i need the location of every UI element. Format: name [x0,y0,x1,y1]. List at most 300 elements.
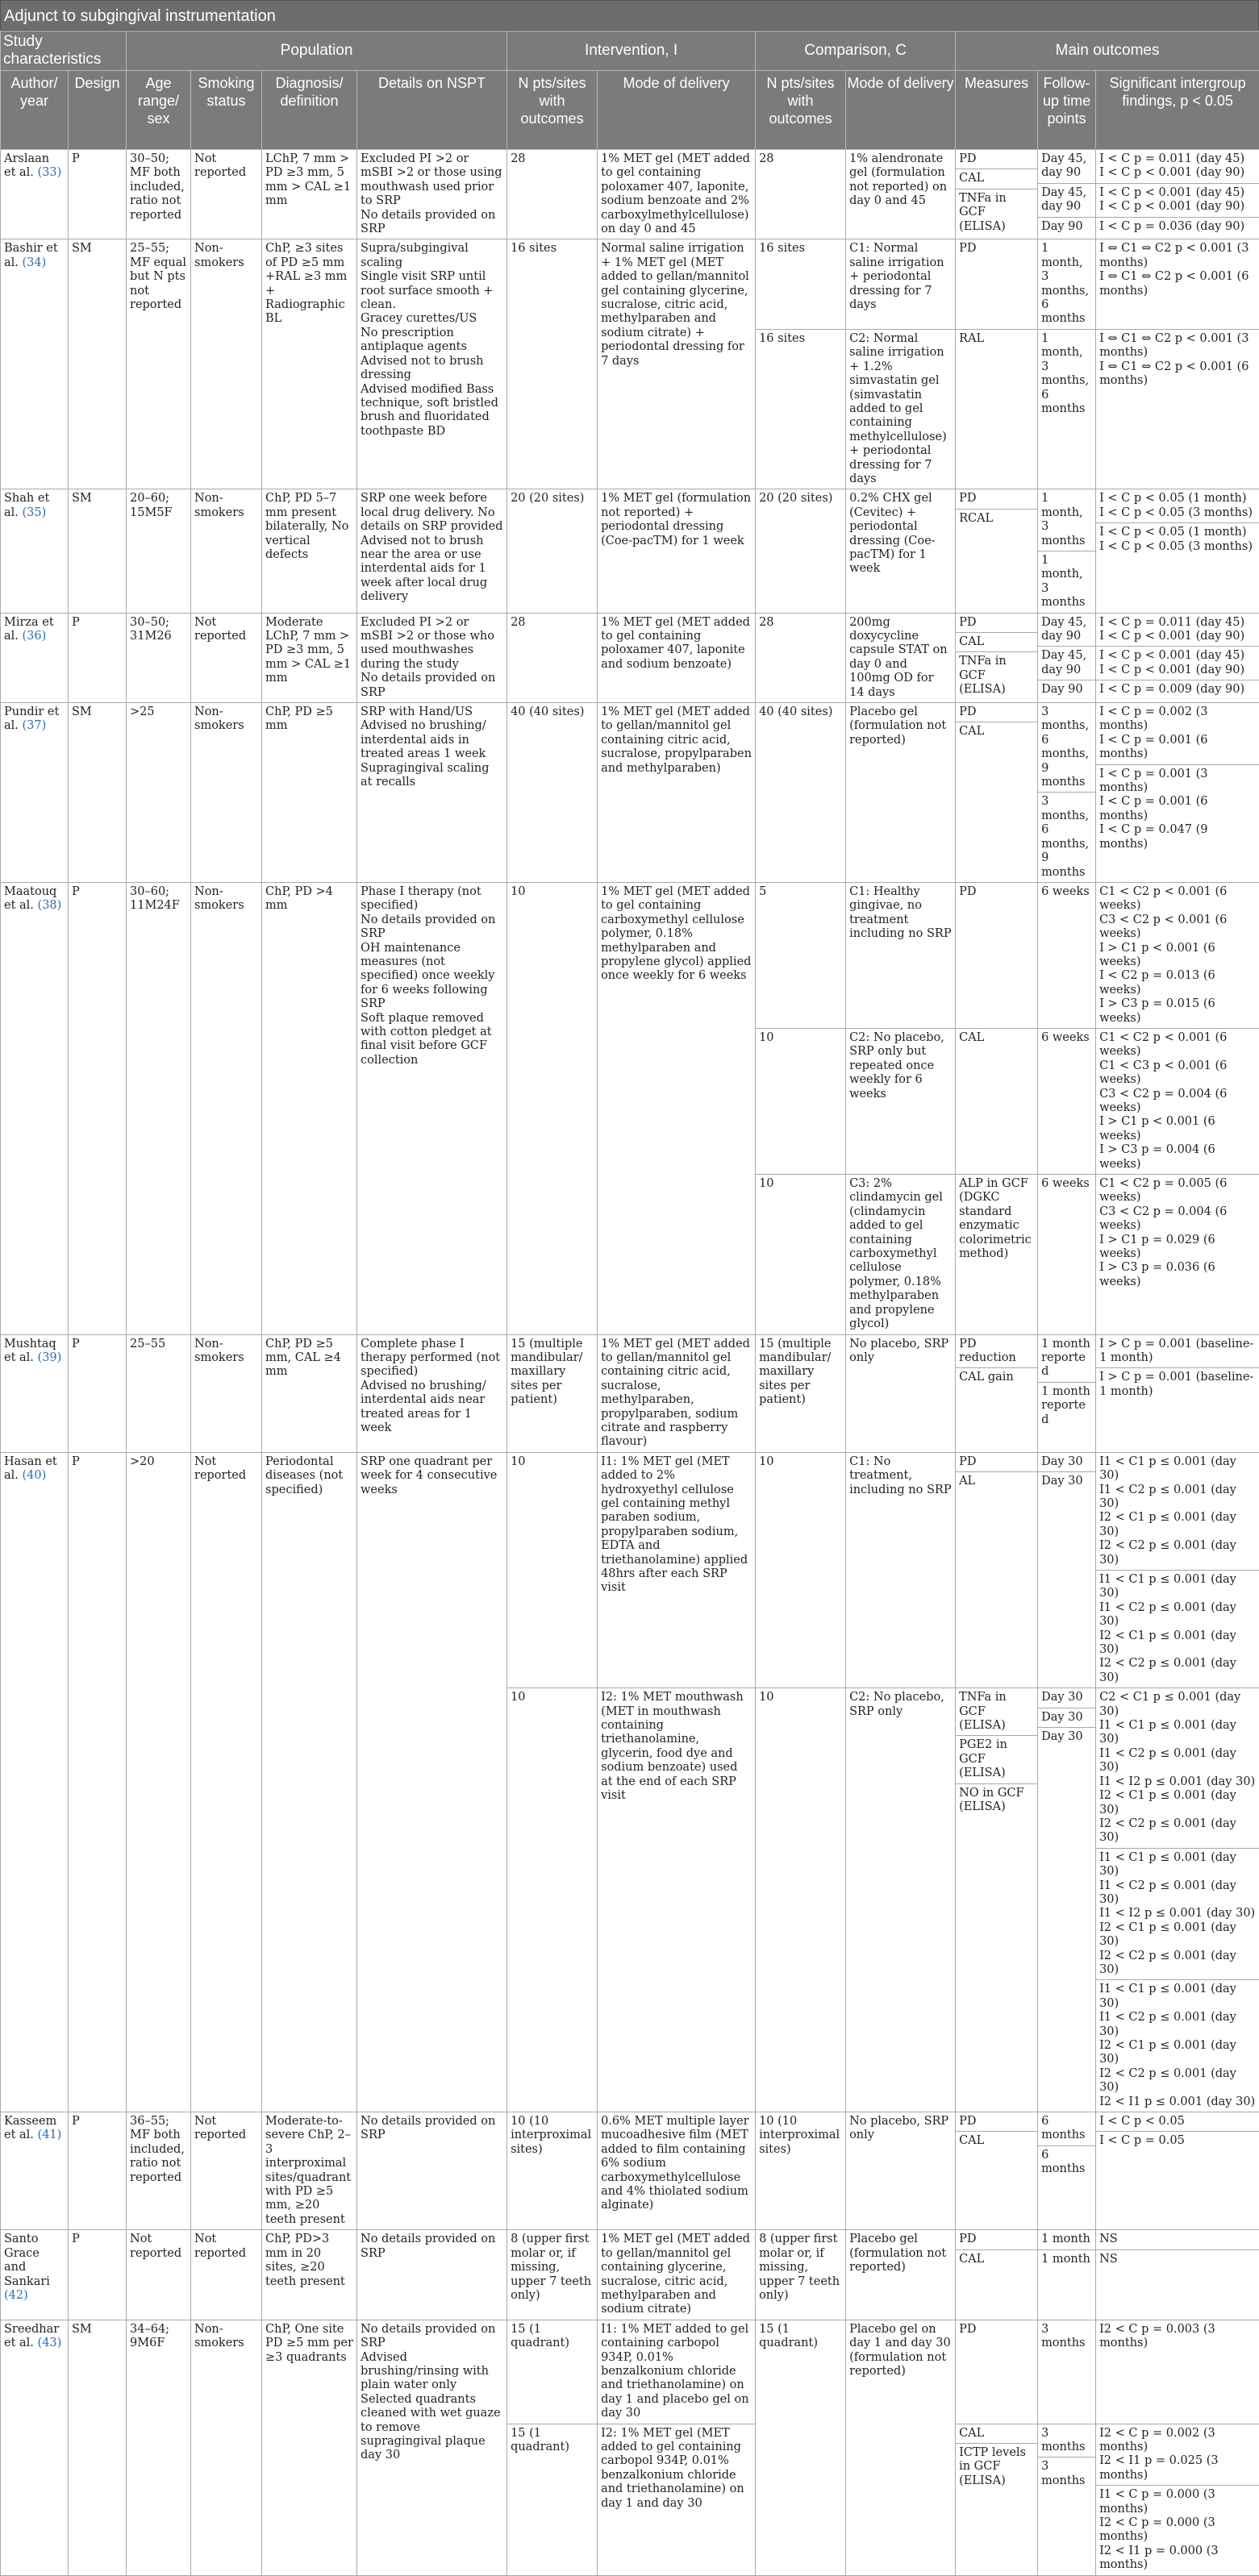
measures-cell [956,1175,1038,1334]
followup-entry [1038,2424,1095,2457]
header-measures: Measures [956,71,1038,150]
mode-comparison-cell: C2: No placebo, SRP only but repeated once weekly for 6 weeks [846,1028,956,1174]
n-pts-comparison-cell: 10 [756,1688,846,2112]
nspt-line: Advised not to brush dressing [361,355,503,383]
n-pts-intervention-cell: 10 [507,882,598,1334]
finding-line: C1 < C2 p < 0.001 (6 weeks) [1099,885,1256,913]
n-pts-comparison-cell: 5 [756,882,846,1028]
followup-stack [1038,150,1095,239]
followup-text: 1 month [1041,2253,1090,2266]
measure-text: TNFa in GCF (ELISA) [959,192,1007,233]
followup-entry [1038,239,1095,328]
finding-stack [1096,883,1259,1028]
measure-text: RCAL [959,512,993,525]
mode-intervention-cell: 1% MET gel (MET added to gellan/mannitol gel containing glycerine, sucralose, citric acid, methylparaben and sodium citrate) [598,2230,756,2320]
finding-line: I < C p < 0.05 [1099,2115,1256,2129]
finding-entry [1096,2424,1259,2486]
measure-text: CAL [959,725,984,738]
measures-cell [956,2424,1038,2575]
finding-line: I2 < I1 p = 0.000 (3 months) [1099,2545,1256,2573]
followup-text: 6 months [1041,2115,1085,2141]
finding-line: I < C p < 0.05 (3 months) [1099,540,1256,554]
followup-entry [1038,1335,1095,1382]
finding-line: I < C p = 0.009 (day 90) [1099,683,1256,697]
n-pts-comparison-cell: 40 (40 sites) [756,703,846,883]
findings-cell [1096,703,1259,883]
measure-stack [956,1029,1037,1174]
followup-entry [1038,680,1095,702]
measures-cell [956,2320,1038,2424]
findings-cell [1096,613,1259,702]
finding-line: I2 < C2 p ≤ 0.001 (day 30) [1099,1950,1256,1978]
mode-intervention-cell: Normal saline irrigation + 1% MET gel (MET added to gellan/mannitol gel containing glycerine, sucralose, citric acid, methylparaben and sodium citrate) + periodontal dressing for 7 days [598,239,756,489]
header-intervention: Intervention, I [507,31,756,71]
mode-intervention-cell: 1% MET gel (MET added to gellan/mannitol gel containing citric acid, sucralose, methylparaben, propylparaben, sodium citrate and raspberry flavour) [598,1334,756,1452]
table-row [1,489,1259,613]
finding-line: I < C p = 0.036 (day 90) [1099,220,1256,234]
measure-entry [956,189,1037,239]
reference-link[interactable]: (43) [38,2337,62,2349]
nspt-line: Phase I therapy (not specified) [361,885,503,913]
finding-entry [1096,217,1259,239]
finding-entry [1096,1335,1259,1368]
finding-stack [1096,489,1259,612]
finding-entry [1096,1688,1259,1847]
nspt-line: Soft plaque removed with cotton pledget at final visit before GCF collection [361,1012,503,1068]
finding-line: C3 < C2 p = 0.004 (6 weeks) [1099,1088,1256,1116]
measure-text: CAL [959,172,984,185]
measure-text: PD [959,152,976,165]
measure-text: PD [959,242,976,255]
followup-stack [1038,1335,1095,1452]
smoking-cell: Non-smokers [191,703,262,883]
findings-cell [1096,1452,1259,1688]
finding-line: I2 < C1 p ≤ 0.001 (day 30) [1099,1511,1256,1539]
findings-cell [1096,1688,1259,2112]
finding-stack [1096,1453,1259,1688]
nspt-line: Advised no brushing/ interdental aids near treated areas for 1 week [361,1380,503,1436]
mode-intervention-cell: I1: 1% MET gel (MET added to 2% hydroxyethyl cellulose gel containing methyl paraben sodium, propylparaben sodium, EDTA and triethanolamine) applied 48hrs after each SRP visit [598,1452,756,1688]
n-pts-intervention-cell: 10 [507,1688,598,2112]
design-cell: SM [69,489,127,613]
author-cell [1,2320,69,2575]
followup-entry [1038,883,1095,1028]
reference-link[interactable]: (34) [23,256,47,269]
measure-entry [956,2112,1037,2131]
followup-entry [1038,1175,1095,1334]
author-name: Mirza et al. [4,616,54,643]
reference-link[interactable]: (41) [38,2129,62,2141]
nspt-line: Supragingival scaling at recalls [361,762,503,790]
followup-entry [1038,330,1095,489]
followup-cell [1038,1688,1096,2112]
finding-stack [1096,703,1259,882]
finding-stack [1096,1175,1259,1334]
finding-line: I < C p < 0.05 (1 month) [1099,492,1256,506]
finding-entry [1096,1848,1259,1980]
smoking-cell: Not reported [191,2112,262,2230]
n-pts-comparison-cell: 10 [756,1175,846,1334]
diagnosis-cell: ChP, PD ≥5 mm [262,703,357,883]
followup-stack [1038,614,1095,702]
measure-stack [956,614,1037,702]
header-n-pts-comparison: N pts/sites with outcomes [756,71,846,150]
measure-text: PD reduction [959,1338,1016,1364]
measure-text: PD [959,2323,976,2336]
measure-entry [956,150,1037,169]
finding-line: I1 < C p = 0.000 (3 months) [1099,2488,1256,2516]
finding-line: C2 < C1 p ≤ 0.001 (day 30) [1099,1691,1256,1719]
followup-stack [1038,2424,1095,2575]
finding-line: I < C p < 0.05 (3 months) [1099,506,1256,520]
header-population: Population [127,31,507,71]
mode-comparison-cell: No placebo, SRP only [846,2112,956,2230]
followup-text: 3 months, 6 months, 9 months [1041,795,1089,878]
smoking-cell: Not reported [191,2230,262,2320]
header-mode-intervention: Mode of delivery [598,71,756,150]
measure-text: PGE2 in GCF (ELISA) [959,1738,1007,1779]
age-sex-cell: >25 [127,703,191,883]
finding-line: I2 < C2 p ≤ 0.001 (day 30) [1099,1817,1256,1846]
finding-line: I1 < C2 p ≤ 0.001 (day 30) [1099,1747,1256,1775]
age-sex-cell: >20 [127,1452,191,2112]
measure-entry [956,1367,1037,1451]
n-pts-intervention-cell: 15 (multiple mandibular/ maxillary sites per patient) [507,1334,598,1452]
finding-line: I < C p = 0.001 (3 months) [1099,768,1256,796]
mode-comparison-cell: No placebo, SRP only [846,1334,956,1452]
finding-entry [1096,2249,1259,2320]
mode-comparison-cell: C2: Normal saline irrigation + 1.2% simvastatin gel (simvastatin added to gel containing methylcellulose) + periodontal dressing for 7 days [846,329,956,489]
reference-link[interactable]: (35) [23,506,47,519]
mode-comparison-cell: C2: No placebo, SRP only [846,1688,956,2112]
measure-text: PD [959,1455,976,1468]
followup-entry [1038,1471,1095,1688]
measures-cell [956,882,1038,1028]
finding-line: I < C p = 0.001 (6 months) [1099,734,1256,762]
nspt-line: No details provided on SRP [361,672,503,700]
measure-stack [956,1175,1037,1334]
diagnosis-cell: ChP, PD ≥5 mm, CAL ≥4 mm [262,1334,357,1452]
measure-text: CAL [959,2253,984,2266]
finding-line: I2 < C p = 0.003 (3 months) [1099,2323,1256,2351]
finding-line: C3 < C2 p = 0.004 (6 weeks) [1099,1205,1256,1234]
findings-cell [1096,150,1259,239]
measure-text: RAL [959,332,984,345]
followup-stack [1038,883,1095,1028]
header-n-pts-intervention: N pts/sites with outcomes [507,71,598,150]
finding-line: I2 < C2 p ≤ 0.001 (day 30) [1099,1657,1256,1685]
nspt-line: Excluded PI >2 or mSBI >2 or those who used mouthwashes during the study [361,616,503,672]
design-cell: P [69,150,127,239]
diagnosis-cell: Moderate-to-severe ChP, 2–3 interproximal sites/quadrant with PD ≥5 mm, ≥20 teeth present [262,2112,357,2230]
followup-cell [1038,239,1096,329]
n-pts-intervention-cell: 40 (40 sites) [507,703,598,883]
design-cell: P [69,1452,127,2112]
followup-entry [1038,2320,1095,2424]
mode-comparison-cell: C1: Healthy gingivae, no treatment including no SRP [846,882,956,1028]
finding-line: I1 < C1 p ≤ 0.001 (day 30) [1099,1851,1256,1879]
findings-cell [1096,489,1259,613]
measure-entry [956,722,1037,881]
mode-intervention-cell: 1% MET gel (MET added to gel containing poloxamer 407, laponite and sodium benzoate) [598,613,756,702]
measure-entry [956,2131,1037,2229]
followup-text: 1 month, 3 months [1041,554,1085,609]
followup-cell [1038,2230,1096,2320]
finding-line: I2 < C1 p ≤ 0.001 (day 30) [1099,1629,1256,1658]
reference-link[interactable]: (38) [38,899,62,912]
finding-line: I > C3 p = 0.036 (6 weeks) [1099,1261,1256,1289]
mode-intervention-cell: 1% MET gel (MET added to gellan/mannitol gel containing citric acid, sucralose, propylparaben and methylparaben) [598,703,756,883]
mode-intervention-cell: 1% MET gel (formulation not reported) + periodontal dressing (Coe-pacTM) for 1 week [598,489,756,613]
n-pts-comparison-cell: 16 sites [756,329,846,489]
followup-text: 6 weeks [1041,885,1090,898]
n-pts-intervention-cell: 16 sites [507,239,598,489]
nspt-cell [357,489,507,613]
nspt-line: SRP one week before local drug delivery. No details on SRP provided [361,492,503,534]
author-cell [1,150,69,239]
mode-comparison-cell: C3: 2% clindamycin gel (clindamycin added to gel containing carboxymethyl cellulose polymer, 0.18% methylparaben and propylene glycol) [846,1175,956,1334]
finding-entry [1096,614,1259,647]
followup-stack [1038,2320,1095,2424]
author-cell [1,882,69,1334]
reference-link[interactable]: (39) [38,1351,62,1364]
followup-stack [1038,1688,1095,2112]
followup-cell [1038,1452,1096,1688]
followup-text: Day 45, day 90 [1041,152,1086,179]
measures-cell [956,489,1038,613]
followup-text: 3 months, 6 months, 9 months [1041,705,1089,789]
author-name: Kasseem et al. [4,2115,56,2141]
measures-cell [956,2230,1038,2320]
finding-entry [1096,2112,1259,2131]
finding-line: I < C p = 0.011 (day 45) [1099,616,1256,630]
mode-comparison-cell: C1: No treatment, including no SRP [846,1452,956,1688]
measures-cell [956,1688,1038,2112]
nspt-line: Supra/subgingival scaling [361,242,503,270]
table-body [1,150,1259,2576]
finding-stack [1096,614,1259,702]
header-smoking: Smoking status [191,71,262,150]
reference-link[interactable]: (36) [23,630,47,643]
measure-entry [956,169,1037,188]
author-name: Mushtaq et al. [4,1338,56,1364]
table-row [1,2320,1259,2424]
author-name: Bashir et al. [4,242,58,268]
followup-text: 1 month reported [1041,1385,1090,1426]
measure-entry [956,1335,1037,1368]
nspt-cell [357,2112,507,2230]
n-pts-intervention-cell: 8 (upper first molar or, if missing, upper 7 teeth only) [507,2230,598,2320]
n-pts-comparison-cell: 15 (1 quadrant) [756,2320,846,2575]
finding-entry [1096,2131,1259,2229]
nspt-line: Advised not to brush near the area or use interdental aids for 1 week after local drug delivery [361,535,503,605]
followup-entry [1038,2249,1095,2320]
n-pts-intervention-cell: 10 (10 interproximal sites) [507,2112,598,2230]
followup-text: 3 months [1041,2323,1085,2349]
mode-comparison-cell: Placebo gel (formulation not reported) [846,2230,956,2320]
author-cell [1,489,69,613]
nspt-cell [357,882,507,1334]
followup-entry [1038,217,1095,239]
finding-line: I1 < C1 p ≤ 0.001 (day 30) [1099,1573,1256,1601]
n-pts-comparison-cell: 10 [756,1028,846,1174]
reference-link[interactable]: (33) [38,166,62,179]
finding-line: I > C p = 0.001 (baseline-1 month) [1099,1338,1256,1366]
finding-stack [1096,2230,1259,2319]
measure-entry [956,614,1037,632]
finding-line: I1 < C1 p ≤ 0.001 (day 30) [1099,1983,1256,2011]
measure-text: CAL [959,635,984,648]
smoking-cell: Not reported [191,1452,262,2112]
measure-text: ALP in GCF (DGKC standard enzymatic colorimetric method) [959,1177,1032,1260]
smoking-cell: Not reported [191,613,262,702]
followup-text: 3 months [1041,2460,1085,2487]
finding-line: I < C p < 0.001 (day 90) [1099,664,1256,677]
followup-cell [1038,882,1096,1028]
followup-text: 1 month, 3 months, 6 months [1041,242,1089,325]
followup-entry [1038,1708,1095,1727]
author-cell [1,2112,69,2230]
finding-line: I < C p = 0.011 (day 45) [1099,152,1256,166]
measure-text: TNFa in GCF (ELISA) [959,655,1007,696]
measure-entry [956,509,1037,613]
design-cell: P [69,613,127,702]
measure-text: PD [959,885,976,898]
measure-entry [956,1688,1037,1735]
measure-stack [956,703,1037,882]
measures-cell [956,239,1038,329]
measure-stack [956,150,1037,239]
finding-line: I2 < C1 p ≤ 0.001 (day 30) [1099,1789,1256,1817]
finding-entry [1096,2485,1259,2574]
nspt-line: Advised modified Bass technique, soft bristled brush and fluoridated toothpaste BD [361,383,503,439]
author-name: Hasan et al. [4,1455,57,1482]
measure-entry [956,1735,1037,1783]
followup-stack [1038,1175,1095,1334]
finding-line: I > C3 p = 0.015 (6 weeks) [1099,997,1256,1026]
n-pts-intervention-cell: 28 [507,150,598,239]
followup-entry [1038,150,1095,183]
finding-entry [1096,764,1259,882]
nspt-cell [357,2320,507,2575]
smoking-cell: Not reported [191,150,262,239]
author-name: Pundir et al. [4,705,59,732]
author-cell [1,2230,69,2320]
finding-entry [1096,1570,1259,1688]
followup-entry [1038,1453,1095,1471]
mode-intervention-cell: I1: 1% MET added to gel containing carbopol 934P, 0.01% benzalkonium chloride and triethanolamine) on day 1 and placebo gel on day 30 [598,2320,756,2424]
finding-entry [1096,1979,1259,2112]
measure-entry [956,1029,1037,1174]
finding-line: I2 < C2 p ≤ 0.001 (day 30) [1099,1539,1256,1567]
measure-entry [956,2320,1037,2424]
reference-link[interactable]: (42) [4,2289,28,2302]
measure-text: AL [959,1475,975,1488]
measure-stack [956,1453,1037,1688]
findings-cell [1096,1175,1259,1334]
smoking-cell: Non-smokers [191,2320,262,2575]
finding-line: I2 < C1 p ≤ 0.001 (day 30) [1099,2039,1256,2067]
age-sex-cell: 25–55 [127,1334,191,1452]
nspt-cell [357,150,507,239]
finding-line: I2 < C2 p ≤ 0.001 (day 30) [1099,2067,1256,2095]
followup-text: 6 weeks [1041,1031,1090,1044]
nspt-line: SRP with Hand/US [361,705,503,719]
measure-entry [956,1175,1037,1334]
findings-cell [1096,1334,1259,1452]
reference-link[interactable]: (40) [23,1469,47,1482]
header-diagnosis: Diagnosis/ definition [262,71,357,150]
finding-line: I < C p = 0.047 (9 months) [1099,823,1256,851]
nspt-line: No details provided on SRP [361,2233,503,2261]
diagnosis-cell: ChP, ≥3 sites of PD ≥5 mm +RAL ≥3 mm + Radiographic BL [262,239,357,489]
finding-line: I < C p < 0.001 (day 90) [1099,200,1256,214]
finding-stack [1096,330,1259,489]
followup-stack [1038,1453,1095,1688]
n-pts-comparison-cell: 10 [756,1452,846,1688]
followup-stack [1038,2112,1095,2229]
measure-entry [956,1783,1037,2112]
design-cell: SM [69,2320,127,2575]
followup-text: 6 months [1041,2149,1085,2175]
finding-stack [1096,1688,1259,2112]
nspt-line: Single visit SRP until root surface smooth + clean. [361,270,503,312]
n-pts-intervention-cell: 15 (1 quadrant) [507,2320,598,2424]
measure-stack [956,2112,1037,2229]
table-header [1,31,1259,150]
finding-entry [1096,489,1259,522]
findings-cell [1096,2320,1259,2424]
finding-entry [1096,330,1259,489]
n-pts-comparison-cell: 28 [756,150,846,239]
followup-stack [1038,330,1095,489]
author-cell [1,613,69,702]
findings-cell [1096,1028,1259,1174]
followup-cell [1038,1028,1096,1174]
followup-text: Day 30 [1041,1730,1083,1743]
finding-line: NS [1099,2253,1256,2266]
nspt-line: Excluded PI >2 or mSBI >2 or those using mouthwash used prior to SRP [361,152,503,209]
finding-entry [1096,1367,1259,1451]
finding-entry [1096,1175,1259,1334]
finding-line: I < C p < 0.001 (day 90) [1099,166,1256,180]
nspt-line: Advised no brushing/ interdental aids in treated areas 1 week [361,719,503,761]
diagnosis-cell: ChP, One site PD ≥5 mm per ≥3 quadrants [262,2320,357,2575]
header-comparison: Comparison, C [756,31,956,71]
diagnosis-cell: ChP, PD >4 mm [262,882,357,1334]
smoking-cell: Non-smokers [191,1334,262,1452]
finding-line: I ⇔ C1 ⇔ C2 p < 0.001 (3 months) [1099,242,1256,270]
author-name: Arslaan et al. [4,152,49,179]
nspt-cell [357,613,507,702]
measure-entry [956,330,1037,489]
n-pts-comparison-cell: 10 (10 interproximal sites) [756,2112,846,2230]
finding-line: I < C p < 0.001 (day 90) [1099,630,1256,643]
measure-stack [956,489,1037,612]
measure-entry [956,632,1037,651]
measures-cell [956,150,1038,239]
followup-entry [1038,1382,1095,1452]
measures-cell [956,1452,1038,1688]
findings-cell [1096,329,1259,489]
finding-line: I > C1 p < 0.001 (6 weeks) [1099,1115,1256,1143]
followup-text: Day 30 [1041,1475,1083,1488]
table-row [1,2230,1259,2320]
header-author-year: Author/ year [1,71,69,150]
measure-entry [956,489,1037,508]
reference-link[interactable]: (37) [23,719,47,732]
measure-entry [956,2443,1037,2575]
